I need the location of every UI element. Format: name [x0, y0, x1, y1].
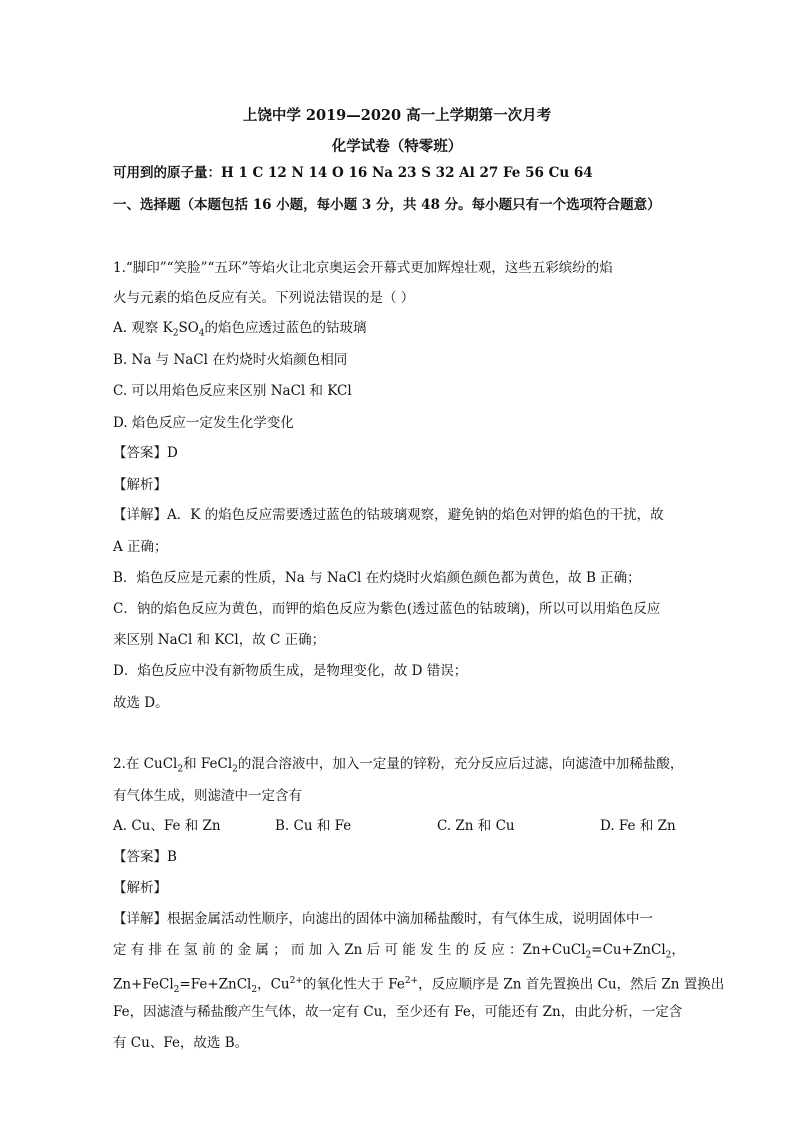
q2-detail-line2 [113, 940, 685, 966]
q2-stem-p1: 2.在 CuCl [113, 756, 178, 772]
q2-eq1-s1: 2 [585, 950, 592, 961]
q2-stem-p3: 的混合溶液中，加入一定量的锌粉，充分反应后过滤，向滤渣中加稀盐酸， [237, 756, 684, 772]
q2-l3-p3: ，Cu [257, 976, 290, 993]
q2-l3-p2: =Fe+ZnCl [179, 976, 252, 993]
q2-option-d: D. Fe 和 Zn [600, 818, 676, 834]
q1-option-a-sub2: 4 [198, 328, 205, 339]
exam-title: 上饶中学 2019—2020 高一上学期第一次月考 [242, 107, 552, 124]
q1-answer: 【答案】D [113, 445, 178, 461]
q2-option-b: B. Cu 和 Fe [275, 818, 352, 834]
q2-stem-s2: 2 [232, 764, 238, 775]
q2-stem-line1 [113, 754, 683, 780]
q2-l3-s1: 2 [173, 985, 180, 996]
q2-stem-line2: 有气体生成，则滤渣中一定含有 [113, 788, 302, 804]
q2-eq1-p2: =Cu+ZnCl [591, 942, 666, 958]
q1-option-c: C. 可以用焰色反应来区别 NaCl 和 KCl [113, 383, 352, 399]
q2-eq1-s2: 2 [665, 950, 672, 961]
q1-detail-line3: B．焰色反应是元素的性质，Na 与 NaCl 在灼烧时火焰颜色颜色都为黄色，故 B 正确； [113, 570, 641, 586]
q2-l3-sup1: 2+ [289, 976, 303, 986]
q1-option-a-pre: A. 观察 K [113, 320, 173, 336]
q2-detail-line2-text: 定 有 排 在 氢 前 的 金 属 ； 而 加 入 Zn 后 可 能 发 生 的 反 应 ： [113, 942, 523, 958]
q1-detail-line5: 来区别 NaCl 和 KCl，故 C 正确； [113, 632, 326, 648]
q1-detail-line7: 故选 D。 [113, 695, 169, 711]
q2-option-a: A. Cu、Fe 和 Zn [113, 818, 221, 834]
q1-stem-line2: 火与元素的焰色反应有关。下列说法错误的是（ ） [113, 290, 415, 306]
q1-detail-line1: 【详解】A．K 的焰色反应需要透过蓝色的钴玻璃观察，避免钠的焰色对钾的焰色的干扰，故 [113, 507, 664, 523]
q1-stem-line1: 1.“脚印”“笑脸”“五环”等焰火让北京奥运会开幕式更加辉煌壮观，这些五彩缤纷的焰 [113, 260, 613, 276]
q1-detail-line6: D．焰色反应中没有新物质生成，是物理变化，故 D 错误； [113, 663, 468, 679]
exam-subtitle: 化学试卷（特零班） [331, 138, 463, 155]
q1-option-a-sub1: 2 [172, 328, 179, 339]
q2-eq1-p1: Zn+CuCl [522, 942, 586, 958]
q2-l3-p4: 的氧化性大于 Fe [302, 976, 405, 993]
q1-option-a [113, 318, 367, 344]
q2-l3-sup2: 2+ [404, 976, 419, 986]
q1-analysis-label: 【解析】 [113, 477, 167, 493]
q1-detail-line2: A 正确； [113, 539, 168, 555]
q2-detail-line4: Fe，因滤渣与稀盐酸产生气体，故一定有 Cu，至少还有 Fe，可能还有 Zn，由此分析，一定含 [113, 1004, 683, 1020]
q2-stem-p2: 和 FeCl [183, 756, 233, 772]
q1-detail-line4: C．钠的焰色反应为黄色，而钾的焰色反应为紫色(透过蓝色的钴玻璃)，所以可以用焰色反应 [113, 601, 661, 617]
q2-analysis-label: 【解析】 [113, 880, 167, 896]
q2-option-c: C. Zn 和 Cu [437, 818, 515, 834]
q1-option-a-mid: SO [178, 320, 199, 336]
q2-answer: 【答案】B [113, 849, 177, 865]
section-heading: 一、选择题（本题包括 16 小题，每小题 3 分，共 48 分。每小题只有一个选项符合题意） [113, 197, 661, 213]
q2-stem-s1: 2 [177, 764, 184, 775]
q2-l3-p1: Zn+FeCl [113, 976, 174, 993]
q1-option-b: B. Na 与 NaCl 在灼烧时火焰颜色相同 [113, 352, 348, 368]
q2-eq1-p3: ， [671, 942, 685, 958]
q2-l3-s2: 2 [251, 985, 258, 996]
q1-option-a-post: 的焰色应透过蓝色的钴玻璃 [204, 320, 367, 336]
q1-option-d: D. 焰色反应一定发生化学变化 [113, 415, 294, 431]
atomic-masses: 可用到的原子量：H 1 C 12 N 14 O 16 Na 23 S 32 Al 27 Fe 56 Cu 64 [113, 165, 593, 181]
q2-detail-line1: 【详解】根据金属活动性顺序，向滤出的固体中滴加稀盐酸时，有气体生成，说明固体中一 [113, 911, 653, 927]
q2-detail-line5: 有 Cu、Fe，故选 B。 [113, 1035, 249, 1051]
q2-l3-p5: ，反应顺序是 Zn 首先置换出 Cu，然后 Zn 置换出 [418, 976, 725, 993]
q2-detail-line3 [113, 971, 724, 1000]
